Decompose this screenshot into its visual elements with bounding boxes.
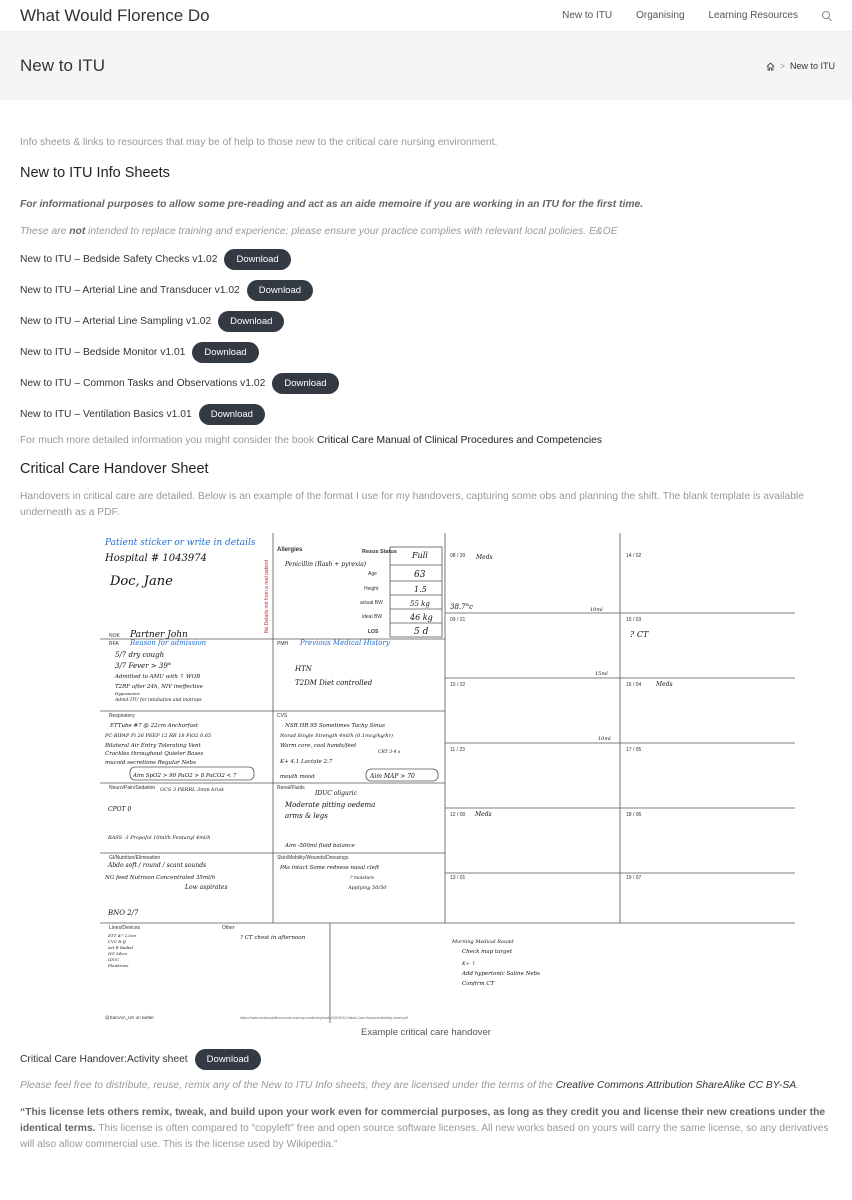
fluid-mark: 10ml xyxy=(590,607,603,613)
fluid-mark: 10ml xyxy=(598,736,611,742)
sheet-url: https://www.whatwouldflorencedo.com/wp-content/uploads/2020/01/Critical-Care-HandoverActivity-sheet.pdf xyxy=(240,1016,408,1020)
cvs-line: Warm core, cool hands/feet xyxy=(280,743,357,749)
lines-line: CVC R IJ xyxy=(108,939,126,944)
license-suffix: . xyxy=(796,1080,799,1091)
sheet-label: Renal/Fluids xyxy=(277,785,305,791)
rfa-line: Admit ITU for intubation and inotrops xyxy=(115,698,202,703)
download-row xyxy=(20,310,832,332)
los-value: 5 d xyxy=(414,627,429,637)
rfa-line: 3/7 Fever > 39° xyxy=(115,662,172,670)
license-prefix: Please feel free to distribute, reuse, remix any of the New to ITU Info sheets, they are licensed under the terms of the xyxy=(20,1080,556,1091)
download-button[interactable]: Download xyxy=(272,373,338,394)
time-slot-label: 15 / 03 xyxy=(626,617,642,623)
time-slot-note: 38.7°c xyxy=(450,603,474,611)
activity-sheet-title: Critical Care Handover:Activity sheet xyxy=(20,1053,188,1065)
lines-line: NG 54cm xyxy=(108,951,128,956)
height-value: 1.5 xyxy=(414,585,427,594)
download-row xyxy=(20,403,832,425)
resp-line: Bilateral Air Entry Tolerating Vent xyxy=(105,743,201,749)
age-value: 63 xyxy=(414,570,426,580)
resp-line: mucoid secretions Regular Nebs xyxy=(105,760,196,766)
time-slot-label: 16 / 04 xyxy=(626,682,642,688)
page-title: New to ITU xyxy=(20,56,106,75)
pmh-title: Previous Medical History xyxy=(300,639,390,647)
resus-value: Full xyxy=(412,551,428,560)
gi-line: Abdo soft / round / scant sounds xyxy=(108,862,207,869)
skin-line: Applying 50/50 xyxy=(348,885,387,891)
disclaimer-part-a: These are xyxy=(20,226,70,237)
side-note: No Details not from a real patient xyxy=(264,559,270,633)
sheet-label: Age xyxy=(368,571,377,577)
sheet-label: Neuro/Pain/Sedation xyxy=(109,785,156,791)
pmh-line: T2DM Diet controlled xyxy=(295,679,373,687)
info-sheet-title: New to ITU – Ventilation Basics v1.01 xyxy=(20,408,192,420)
allergies-value: Penicillin (Rash + pyrexia) xyxy=(285,561,367,568)
neuro-line: GCS 3 PERRL 3mm brisk xyxy=(160,787,225,793)
time-slot-label: 17 / 05 xyxy=(626,747,642,753)
download-row xyxy=(20,279,832,301)
time-slot-note: Meds xyxy=(476,554,493,561)
sheet-label: GI/Nutrition/Elimination xyxy=(109,855,161,861)
page-header xyxy=(0,32,852,100)
sheet-label: Skin/Mobility/Wounds/Dressings xyxy=(277,855,349,861)
info-sheet-title: New to ITU – Common Tasks and Observations v1.02 xyxy=(20,377,266,389)
handover-heading: Critical Care Handover Sheet xyxy=(20,461,209,477)
download-row xyxy=(20,248,832,270)
main-content xyxy=(0,137,852,1153)
sheet-label: ideal BW xyxy=(362,614,383,620)
rfa-line: 5/7 dry cough xyxy=(115,651,165,659)
download-button[interactable]: Download xyxy=(192,342,258,363)
sheet-label: RFA xyxy=(109,641,119,647)
info-sheet-title: New to ITU – Arterial Line and Transducer v1.02 xyxy=(20,284,240,296)
sheet-label: CVS xyxy=(277,713,288,719)
plan-line: Check map target xyxy=(462,949,513,955)
time-slot-label: 14 / 02 xyxy=(626,553,642,559)
disclaimer-emphasis: not xyxy=(69,226,86,237)
disclaimer-part-c: intended to replace training and experience; please ensure your practice complies with relevant local policies. E&OE xyxy=(85,226,618,237)
other-value: ? CT chest in afternoon xyxy=(240,935,306,941)
sheet-label: Allergies xyxy=(277,547,303,553)
sheet-label: Resus Status xyxy=(362,549,397,555)
site-header xyxy=(0,0,852,32)
sheet-label: Other xyxy=(222,925,235,931)
sheet-label: LOS xyxy=(368,629,379,635)
info-sheet-title: New to ITU – Arterial Line Sampling v1.02 xyxy=(20,315,212,327)
lines-line: IDUC xyxy=(108,957,120,962)
sheet-label: actual BW xyxy=(360,600,383,606)
plan-line: Morning Medical Round xyxy=(452,939,514,945)
download-button[interactable]: Download xyxy=(199,404,265,425)
download-button[interactable]: Download xyxy=(195,1049,261,1070)
info-sheets-heading: New to ITU Info Sheets xyxy=(20,165,170,181)
more-info-prefix: For much more detailed information you might consider the book xyxy=(20,435,318,446)
time-slot-label: 08 / 20 xyxy=(450,553,466,559)
main-nav xyxy=(562,10,832,21)
book-link[interactable]: Critical Care Manual of Clinical Procedures and Competencies xyxy=(317,435,603,446)
cvs-aim: Aim MAP > 70 xyxy=(370,773,415,780)
renal-line: arms & legs xyxy=(285,812,328,820)
sheet-label: Lines/Devices xyxy=(109,925,141,931)
time-slot-label: 11 / 23 xyxy=(450,747,465,753)
hospital-number: Hospital # 1043974 xyxy=(105,553,207,564)
time-slot-label: 12 / 00 xyxy=(450,812,466,818)
cvs-line: mouth moist xyxy=(280,774,315,780)
info-sheet-title: New to ITU – Bedside Safety Checks v1.02 xyxy=(20,253,218,265)
gi-line: BNO 2/7 xyxy=(108,909,139,917)
time-slot-note: ? CT xyxy=(630,630,649,639)
fluid-mark: 15ml xyxy=(595,671,608,677)
renal-line: Aim -500ml fluid balance xyxy=(285,843,355,849)
download-button[interactable]: Download xyxy=(218,311,284,332)
download-button[interactable]: Download xyxy=(224,249,290,270)
rfa-title: Reason for admission xyxy=(130,639,207,647)
site-title[interactable]: What Would Florence Do xyxy=(20,5,210,25)
cvs-line: K+ 4.1 Lactate 2.7 xyxy=(280,759,333,765)
license-quote xyxy=(20,1105,836,1153)
skin-line: PAs intact Some redness nasal cleft xyxy=(280,865,380,871)
abw-value: 55 kg xyxy=(410,600,430,608)
plan-line: K+ ↑ xyxy=(462,961,476,967)
resp-line: Crackles throughout Quieter Bases xyxy=(105,751,204,757)
rfa-line: Hypoxaemic xyxy=(115,691,141,696)
handover-text: Handovers in critical care are detailed. Below is an example of the format I use for my handovers, capturing some obs and planning the shift. The blank template is available underneath as a PDF. xyxy=(20,491,804,518)
neuro-line: RASS -3 Propofol 10ml/h Fentanyl 4ml/h xyxy=(108,835,211,841)
cvs-line: NSR HR 95 Sometimes Tachy Sinus xyxy=(285,723,385,729)
sheet-label: NOK xyxy=(109,633,120,639)
patient-name: Doc, Jane xyxy=(110,574,173,589)
renal-line: Moderate pitting oedema xyxy=(285,801,376,809)
breadcrumb-current: New to ITU xyxy=(789,61,835,71)
plan-line: Confirm CT xyxy=(462,981,495,987)
lines-line: Art R Radial xyxy=(108,945,133,950)
time-slot-note: Meds xyxy=(656,681,673,688)
figure-caption: Example critical care handover xyxy=(361,1027,491,1038)
time-slot-label: 10 / 22 xyxy=(450,682,466,688)
ibw-value: 46 kg xyxy=(410,613,433,622)
gi-line: NG feed Nutrison Concentrated 35ml/h xyxy=(105,875,216,881)
resp-line: ETTube #7 @ 22cm Anchorfast xyxy=(110,723,199,729)
nav-item-organising[interactable]: Organising xyxy=(636,10,685,21)
license-quote-bold: “This license lets others remix, tweak, and build upon your work even for commercial purposes, as long as they credit you and license their new creations under the identical terms. xyxy=(20,1107,826,1134)
lines-line: ETT #7 22cm xyxy=(108,933,136,938)
info-sheet-title: New to ITU – Bedside Monitor v1.01 xyxy=(20,346,186,358)
cvs-line: CRT 3-4 s xyxy=(378,750,401,755)
time-slot-note: Meds xyxy=(475,811,492,818)
cvs-line: Norad Single Strength 4ml/h (0.1mcg/kg/hr) xyxy=(280,733,393,739)
home-icon[interactable] xyxy=(766,62,775,71)
search-icon[interactable] xyxy=(822,11,832,21)
handover-sheet-image[interactable] xyxy=(100,533,795,1023)
breadcrumb-separator: > xyxy=(779,61,785,71)
rfa-line: Admitted to AMU with ↑ WOB xyxy=(115,674,201,680)
download-row xyxy=(20,372,832,394)
skin-line: ? moisture xyxy=(350,876,375,881)
intro-text: Info sheets & links to resources that may be of help to those new to the critical care nursing environment. xyxy=(20,137,498,148)
time-slot-label: 18 / 06 xyxy=(626,812,642,818)
breadcrumb xyxy=(766,61,835,71)
pmh-line: HTN xyxy=(295,665,312,673)
plan-line: Add hypertonic Saline Nebs xyxy=(462,971,540,977)
sheet-credit: @SamAm_UK on twitter xyxy=(105,1015,154,1020)
resp-aim: Aim SpO2 > 90 PaO2 > 8 PaCO2 < 7 xyxy=(133,773,237,779)
license-quote-rest: This license is often compared to “copyleft” free and open source software licenses. All new works based on yours will carry the same license, so any derivatives will also allow commercial use. This is the license used by Wikipedia.” xyxy=(20,1123,829,1150)
rfa-line: T2RF after 24h, NIV ineffective xyxy=(115,684,203,690)
neuro-line: CPOT 0 xyxy=(108,806,132,813)
nok-value: Partner John xyxy=(130,630,188,640)
more-info-text xyxy=(20,435,832,446)
time-slot-label: 19 / 07 xyxy=(626,875,642,881)
patient-sticker-text: Patient sticker or write in details xyxy=(105,538,256,548)
sheet-label: Respiratory xyxy=(109,713,135,719)
handover-figure xyxy=(80,533,795,1023)
license-text xyxy=(20,1080,832,1091)
gi-line: Low aspirates xyxy=(185,884,228,891)
nav-item-new-to-itu[interactable]: New to ITU xyxy=(562,10,613,21)
download-row xyxy=(20,341,832,363)
sheet-label: PMH xyxy=(277,641,289,647)
download-button[interactable]: Download xyxy=(247,280,313,301)
disclaimer-text xyxy=(20,226,832,237)
time-slot-label: 09 / 21 xyxy=(450,617,466,623)
time-slot-label: 13 / 01 xyxy=(450,875,466,881)
sheet-label: Height xyxy=(364,586,379,592)
lines-line: Flowtrons xyxy=(108,963,129,968)
renal-line: IDUC oliguric xyxy=(315,790,358,797)
license-link[interactable]: Creative Commons Attribution ShareAlike CC BY-SA xyxy=(555,1080,797,1091)
purpose-text: For informational purposes to allow some pre-reading and act as an aide memoire if you are working in an ITU for the first time. xyxy=(20,199,644,210)
activity-download-row xyxy=(20,1048,832,1070)
resp-line: PC-BIPAP Pi 26 PEEP 12 RR 18 FiO2 0.65 xyxy=(105,733,212,739)
nav-item-learning-resources[interactable]: Learning Resources xyxy=(708,10,798,21)
